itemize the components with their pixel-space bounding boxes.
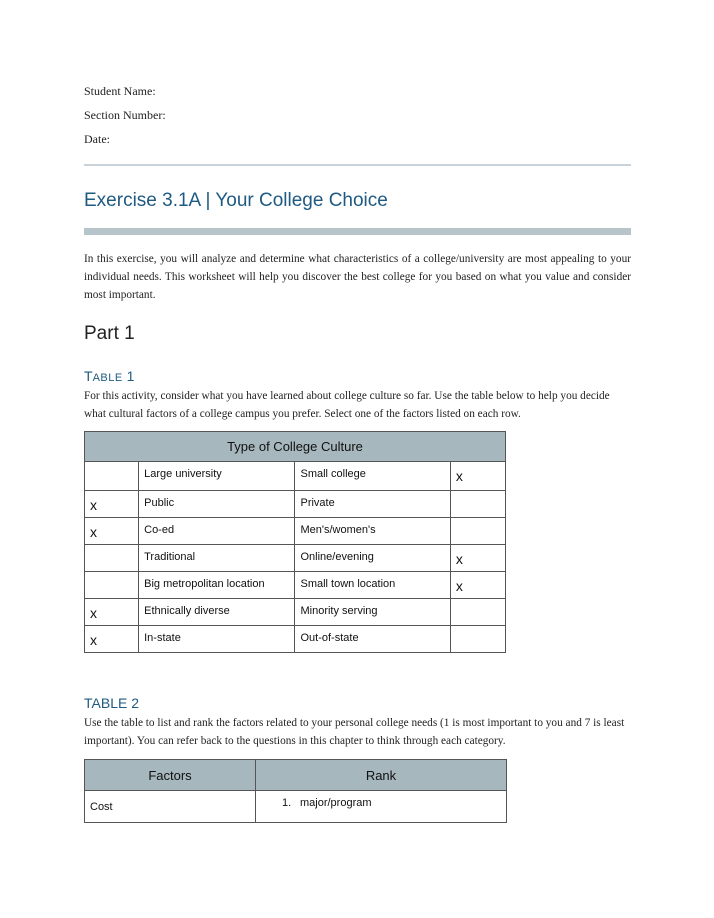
- left-mark-cell[interactable]: x: [85, 491, 139, 518]
- college-culture-table: [84, 431, 506, 653]
- intro-paragraph: In this exercise, you will analyze and determine what characteristics of a college/university are most appealing to your individual needs. This worksheet will help you discover the best college for you based on what you value and consider most important.: [84, 253, 631, 301]
- part-heading: Part 1: [84, 323, 135, 344]
- header-divider: [84, 164, 631, 166]
- right-mark-cell[interactable]: [450, 491, 505, 518]
- rank-text: major/program: [300, 797, 372, 809]
- left-mark-cell[interactable]: [85, 545, 139, 572]
- section-number-label: Section Number:: [84, 108, 166, 122]
- option-b-cell: Small town location: [295, 572, 450, 599]
- table-row: [85, 462, 506, 491]
- table-header-row: [85, 760, 507, 791]
- table-row: [85, 599, 506, 626]
- right-mark-cell[interactable]: [450, 518, 505, 545]
- table1-description: For this activity, consider what you have learned about college culture so far. Use the table below to help you decide what cultural factors of a college campus you prefer. Select one of the factors listed on each row.: [84, 390, 610, 420]
- college-culture-header: Type of College Culture: [85, 432, 506, 462]
- option-a-cell: Big metropolitan location: [139, 572, 295, 599]
- rank-column-header: Rank: [256, 760, 507, 791]
- table-row: [85, 572, 506, 599]
- option-a-cell: Large university: [139, 462, 295, 491]
- student-name-label: Student Name:: [84, 84, 156, 98]
- table1-heading-initial: T: [84, 368, 93, 384]
- right-mark-cell[interactable]: [450, 599, 505, 626]
- title-divider: [84, 228, 631, 235]
- option-b-cell: Private: [295, 491, 450, 518]
- option-a-cell: Co-ed: [139, 518, 295, 545]
- table1-heading-number: 1: [126, 368, 135, 384]
- option-b-cell: Minority serving: [295, 599, 450, 626]
- option-a-cell: Traditional: [139, 545, 295, 572]
- option-a-cell: In-state: [139, 626, 295, 653]
- right-mark-cell[interactable]: x: [450, 545, 505, 572]
- table1-heading: [84, 368, 134, 384]
- table-header-row: [85, 432, 506, 462]
- table-row: [85, 491, 506, 518]
- table-row: [85, 545, 506, 572]
- factor-cell[interactable]: Cost: [85, 791, 256, 823]
- right-mark-cell[interactable]: [450, 626, 505, 653]
- table2-heading: TABLE 2: [84, 695, 139, 711]
- factors-column-header: Factors: [85, 760, 256, 791]
- table-row: [85, 791, 507, 823]
- table1-heading-smallcaps: ABLE: [92, 372, 123, 384]
- left-mark-cell[interactable]: x: [85, 599, 139, 626]
- left-mark-cell[interactable]: [85, 572, 139, 599]
- option-b-cell: Online/evening: [295, 545, 450, 572]
- rank-cell[interactable]: [256, 791, 507, 823]
- option-b-cell: Small college: [295, 462, 450, 491]
- table2-description: Use the table to list and rank the factors related to your personal college needs (1 is most important to you and 7 is least important). You can refer back to the questions in this chapter to think through each category.: [84, 717, 625, 747]
- left-mark-cell[interactable]: x: [85, 518, 139, 545]
- right-mark-cell[interactable]: x: [450, 462, 505, 491]
- table-row: [85, 518, 506, 545]
- left-mark-cell[interactable]: x: [85, 626, 139, 653]
- option-a-cell: Public: [139, 491, 295, 518]
- table-row: [85, 626, 506, 653]
- rank-number: 1.: [282, 797, 292, 809]
- option-b-cell: Out-of-state: [295, 626, 450, 653]
- factors-rank-table: [84, 759, 507, 823]
- option-a-cell: Ethnically diverse: [139, 599, 295, 626]
- exercise-title: Exercise 3.1A | Your College Choice: [84, 190, 388, 211]
- left-mark-cell[interactable]: [85, 462, 139, 491]
- right-mark-cell[interactable]: x: [450, 572, 505, 599]
- date-label: Date:: [84, 132, 110, 146]
- option-b-cell: Men's/women's: [295, 518, 450, 545]
